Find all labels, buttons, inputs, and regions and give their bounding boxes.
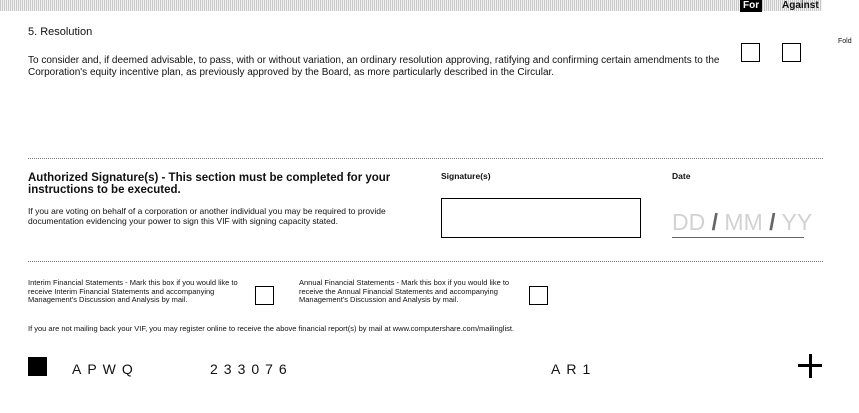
date-label: Date	[672, 171, 691, 181]
date-day-placeholder: DD	[672, 209, 706, 235]
fold-label: Fold	[838, 38, 852, 45]
annual-statements-checkbox[interactable]	[529, 286, 548, 305]
against-column-label: Against	[782, 0, 819, 11]
interim-statements-text: Interim Financial Statements - Mark this box if you would like to receive Interim Financial Statements and accompanying Management's Discussion and Analysis by mail.	[28, 278, 238, 304]
top-band	[0, 0, 822, 11]
mailing-list-note: If you are not mailing back your VIF, you may register online to receive the above financial report(s) by mail at www.computershare.com/mailinglist.	[28, 324, 515, 333]
form-code-middle: 233076	[210, 361, 293, 377]
date-year-placeholder: YY	[781, 209, 813, 235]
barcode-mark	[28, 357, 47, 376]
annual-statements-text: Annual Financial Statements - Mark this box if you would like to receive the Annual Financial Statements and accompanying Management's Discussion and Analysis by mail.	[299, 278, 510, 304]
date-separator: /	[711, 209, 719, 235]
section-divider	[28, 158, 823, 159]
signature-section-note: If you are voting on behalf of a corporation or another individual you may be required to provide documentation evidencing your power to sign this VIF with signing capacity stated.	[28, 206, 386, 226]
resolution-text: To consider and, if deemed advisable, to pass, with or without variation, an ordinary resolution approving, ratifying and confirming certain amendments to the Corporation's equity incentive plan, as previously approved by the Board, as more particularly described in the Circular.	[28, 55, 720, 78]
signature-section-heading: Authorized Signature(s) - This section must be completed for your instructions to be executed.	[28, 172, 391, 196]
vote-for-checkbox[interactable]	[741, 43, 760, 62]
registration-plus-icon	[798, 354, 822, 378]
section-divider	[28, 261, 823, 262]
signature-label: Signature(s)	[441, 171, 491, 181]
date-separator: /	[769, 209, 776, 235]
interim-statements-checkbox[interactable]	[255, 286, 274, 305]
form-code-right: AR1	[551, 361, 597, 377]
resolution-title: 5. Resolution	[28, 26, 93, 38]
for-column-label: For	[740, 0, 762, 12]
vote-against-checkbox[interactable]	[782, 43, 801, 62]
date-month-placeholder: MM	[724, 209, 763, 235]
date-field[interactable]	[672, 207, 813, 238]
signature-field[interactable]	[441, 198, 641, 238]
form-code-left: APWQ	[72, 361, 139, 377]
